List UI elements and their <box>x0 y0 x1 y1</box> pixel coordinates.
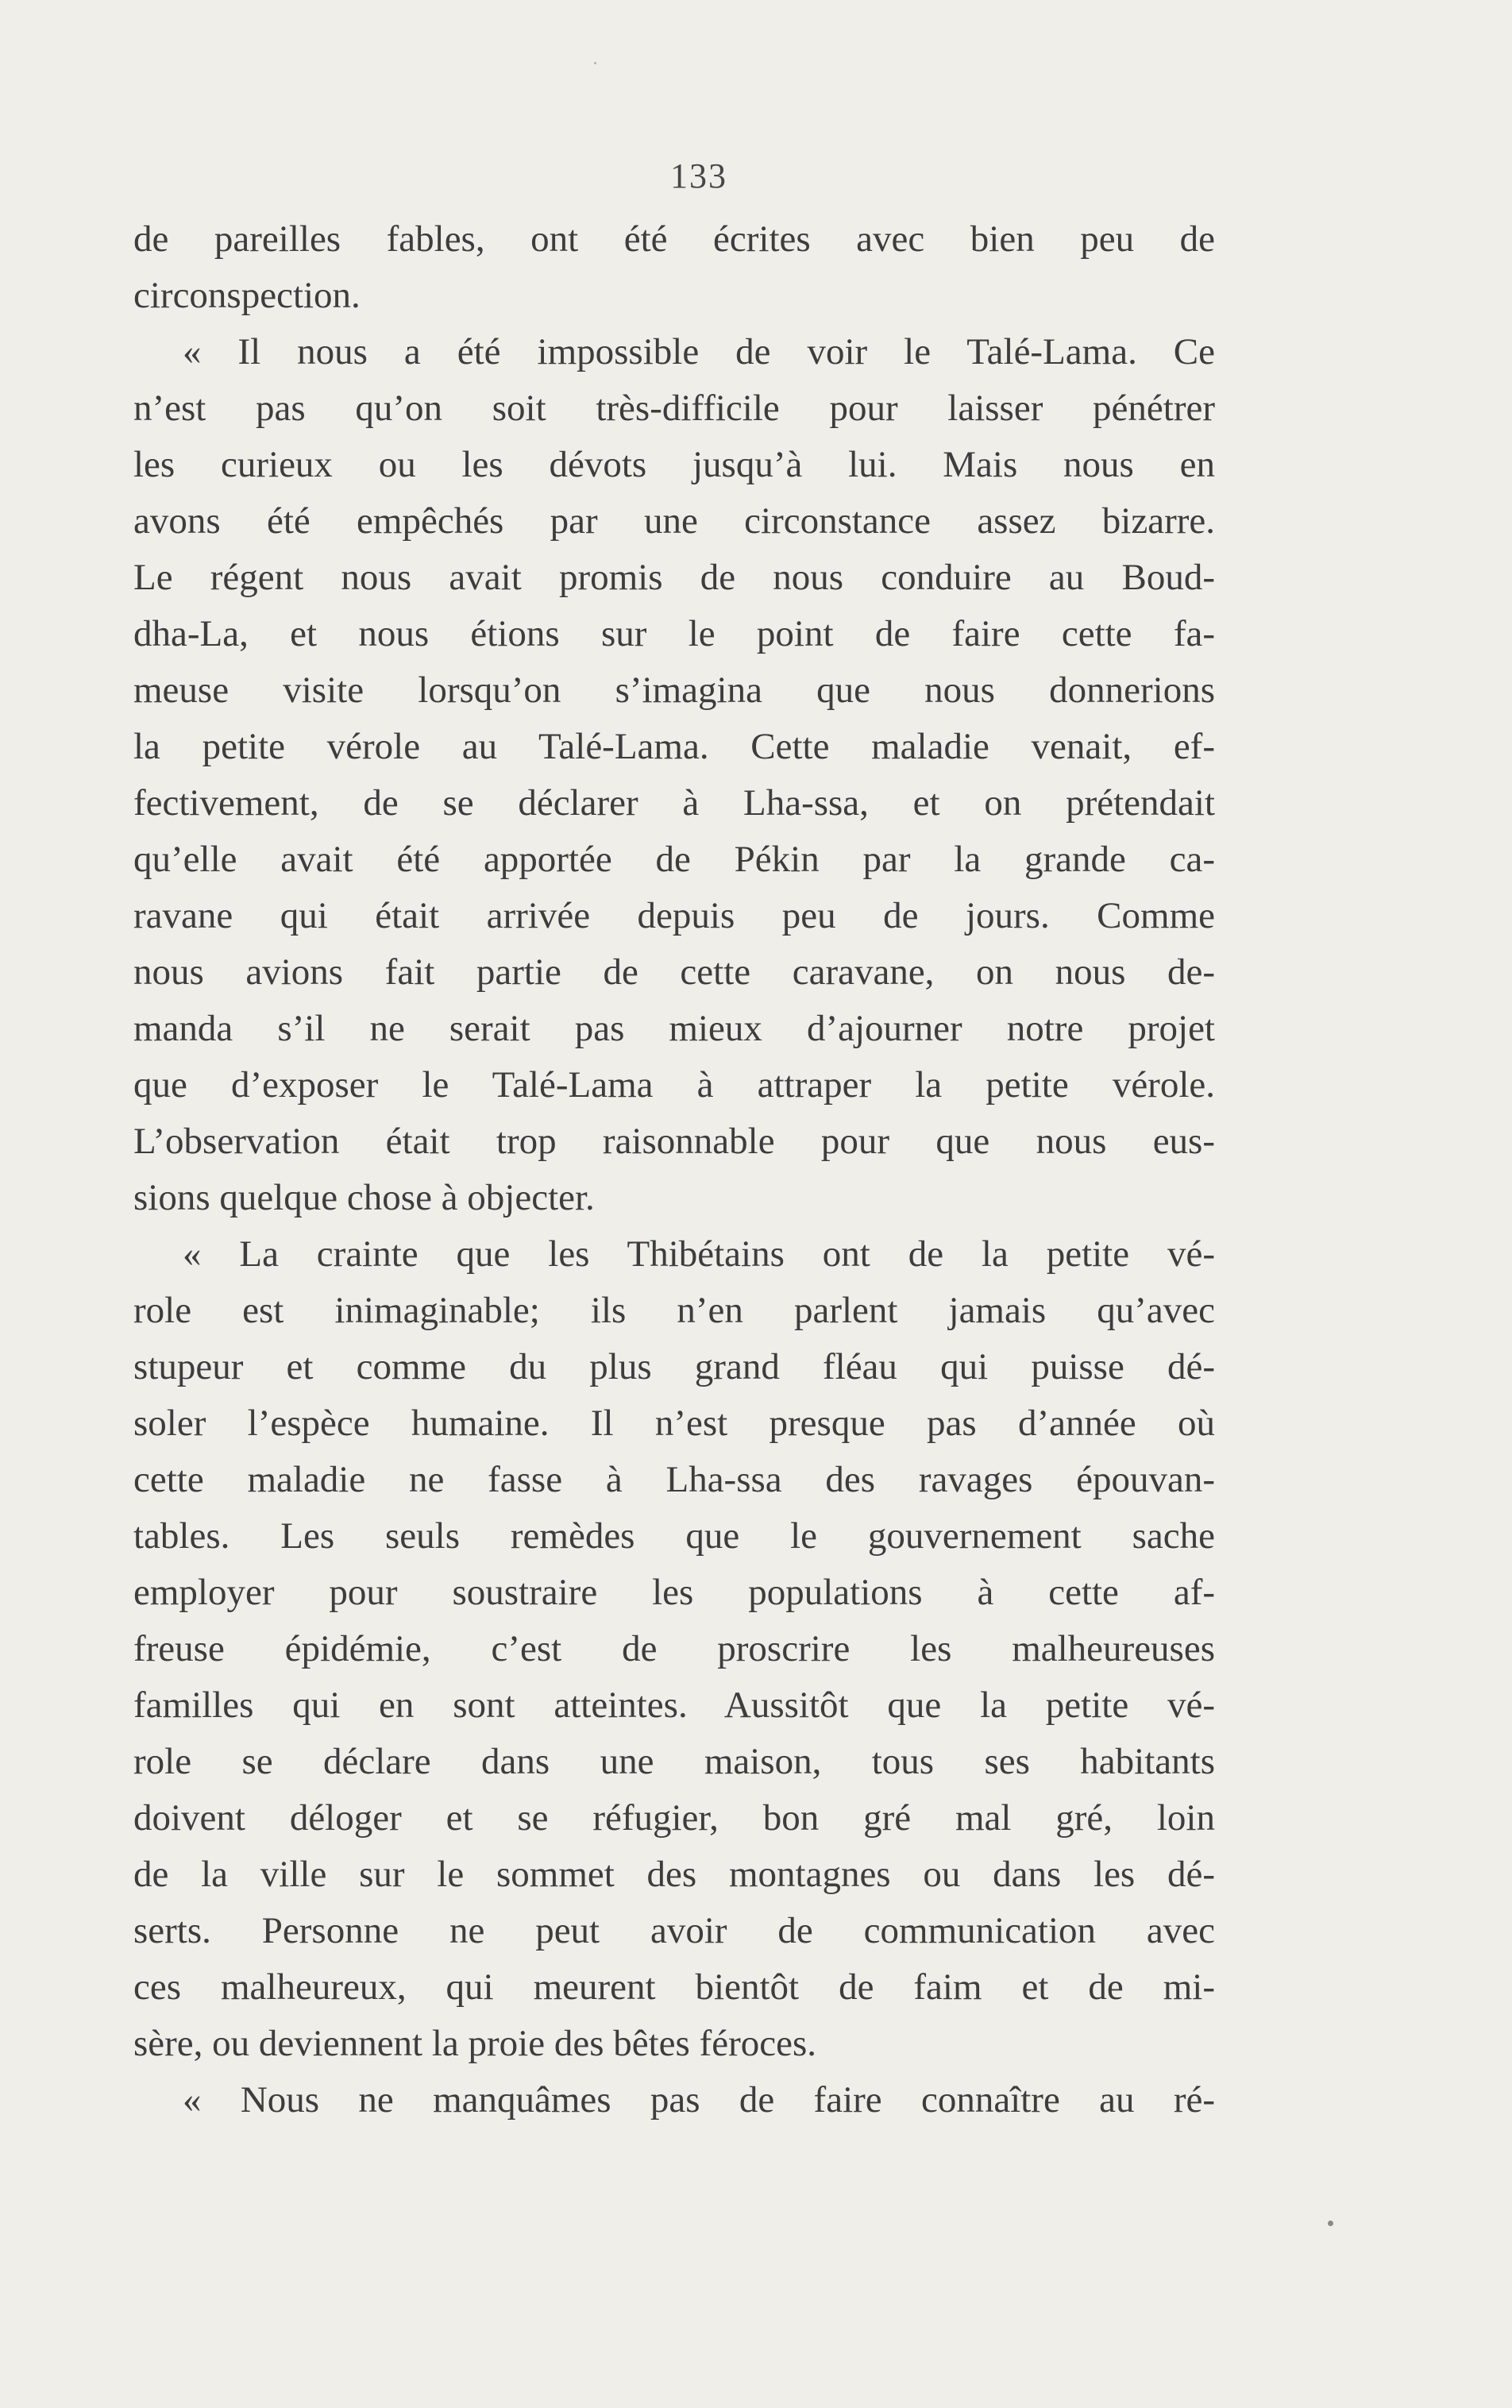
text-line: « Il nous a été impossible de voir le Talé-Lama. Ce <box>183 331 1215 372</box>
text-line: role se déclare dans une maison, tous ses habitants <box>133 1741 1215 1782</box>
text-line: tables. Les seuls remèdes que le gouvernement sache <box>133 1515 1215 1557</box>
text-line: serts. Personne ne peut avoir de communication avec <box>133 1910 1215 1951</box>
text-line: stupeur et comme du plus grand fléau qui puisse dé- <box>133 1346 1215 1387</box>
text-line: avons été empêchés par une circonstance assez bizarre. <box>133 500 1215 542</box>
body-text <box>133 211 1215 2128</box>
paper-speck <box>594 62 596 64</box>
text-line: sère, ou deviennent la proie des bêtes féroces. <box>133 2023 816 2064</box>
text-line: qu’elle avait été apportée de Pékin par la grande ca- <box>133 839 1215 880</box>
text-line: meuse visite lorsqu’on s’imagina que nous donnerions <box>133 670 1215 711</box>
page-number: 133 <box>670 156 727 195</box>
text-line: freuse épidémie, c’est de proscrire les malheureuses <box>133 1628 1215 1669</box>
text-line: nous avions fait partie de cette caravane, on nous de- <box>133 951 1215 993</box>
text-line: n’est pas qu’on soit très-difficile pour laisser pénétrer <box>133 388 1215 429</box>
text-line: les curieux ou les dévots jusqu’à lui. Mais nous en <box>133 444 1215 485</box>
text-line: « La crainte que les Thibétains ont de la petite vé- <box>183 1233 1215 1275</box>
text-line: ces malheureux, qui meurent bientôt de faim et de mi- <box>133 1966 1215 2008</box>
text-line: manda s’il ne serait pas mieux d’ajourner notre projet <box>133 1008 1215 1049</box>
text-line: soler l’espèce humaine. Il n’est presque pas d’année où <box>133 1403 1215 1444</box>
text-line: de la ville sur le sommet des montagnes ou dans les dé- <box>133 1854 1215 1895</box>
text-line: sions quelque chose à objecter. <box>133 1177 595 1218</box>
text-line: L’observation était trop raisonnable pour que nous eus- <box>133 1121 1215 1162</box>
text-line: familles qui en sont atteintes. Aussitôt que la petite vé- <box>133 1684 1215 1726</box>
text-line: employer pour soustraire les populations à cette af- <box>133 1572 1215 1613</box>
text-line: la petite vérole au Talé-Lama. Cette maladie venait, ef- <box>133 726 1215 767</box>
text-line: ravane qui était arrivée depuis peu de jours. Comme <box>133 895 1215 936</box>
text-line: Le régent nous avait promis de nous conduire au Boud- <box>133 557 1215 598</box>
text-line: role est inimaginable; ils n’en parlent jamais qu’avec <box>133 1290 1215 1331</box>
text-line: circonspection. <box>133 275 361 316</box>
text-line: cette maladie ne fasse à Lha-ssa des ravages épouvan- <box>133 1459 1215 1500</box>
text-line: doivent déloger et se réfugier, bon gré mal gré, loin <box>133 1797 1215 1839</box>
text-line: dha-La, et nous étions sur le point de faire cette fa- <box>133 613 1215 654</box>
paper-speck <box>1328 2221 1333 2226</box>
text-line: « Nous ne manquâmes pas de faire connaître au ré- <box>183 2079 1215 2121</box>
text-line: fectivement, de se déclarer à Lha-ssa, et on prétendait <box>133 782 1215 824</box>
text-line: de pareilles fables, ont été écrites avec bien peu de <box>133 218 1215 260</box>
text-line: que d’exposer le Talé-Lama à attraper la petite vérole. <box>133 1064 1215 1106</box>
